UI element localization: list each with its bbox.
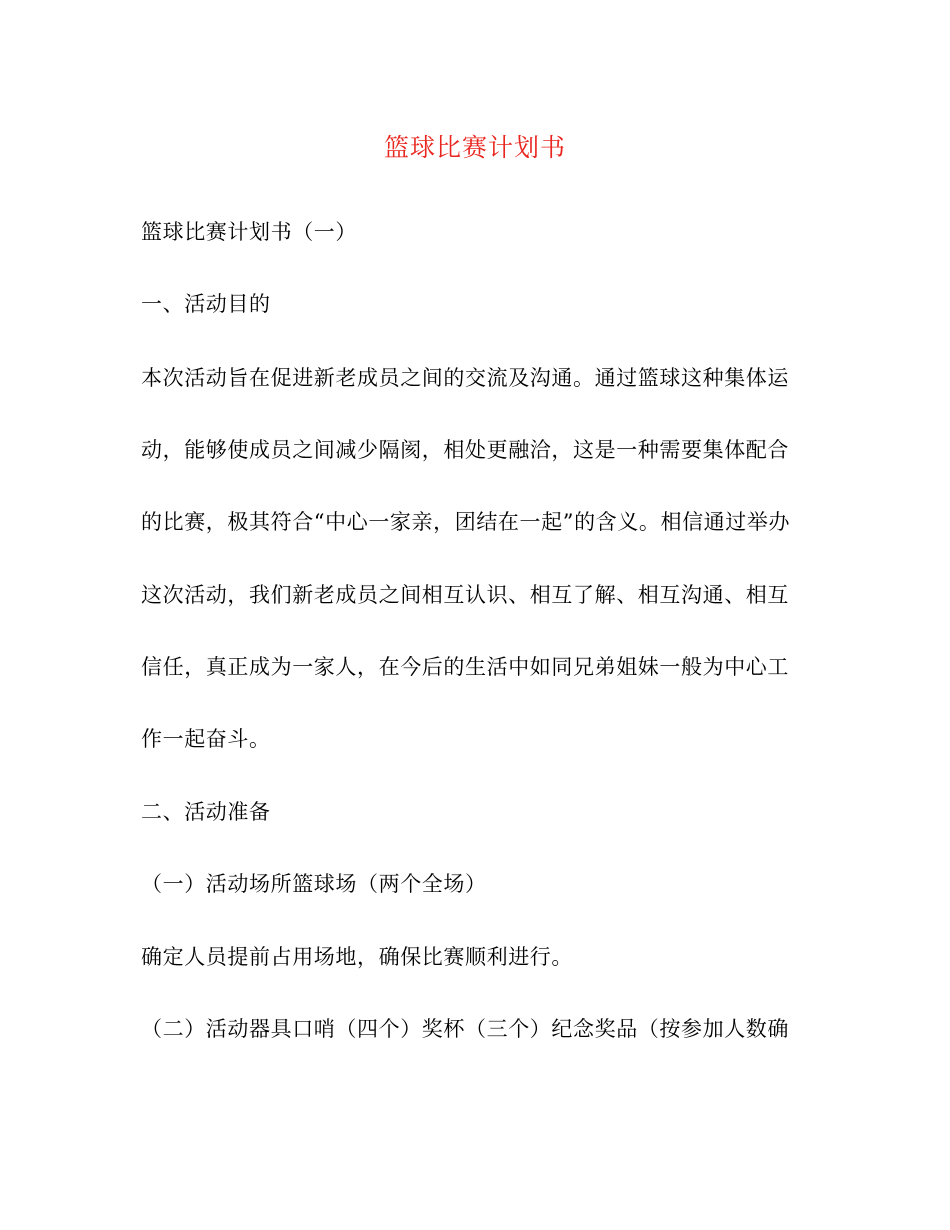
paragraph-line: 的比赛，极其符合“中心一家亲，团结在一起”的含义。相信通过举办 — [141, 510, 791, 534]
subsection-line: （一）活动场所篮球场（两个全场） — [141, 872, 487, 896]
document-title: 篮球比赛计划书 — [383, 133, 566, 162]
subtitle-line: 篮球比赛计划书（一） — [141, 220, 357, 244]
paragraph-line: 作一起奋斗。 — [141, 727, 271, 751]
paragraph-line: 这次活动，我们新老成员之间相互认识、相互了解、相互沟通、相互 — [141, 583, 789, 607]
section-heading: 一、活动目的 — [141, 292, 271, 316]
section-heading: 二、活动准备 — [141, 800, 271, 824]
paragraph-line: 确定人员提前占用场地，确保比赛顺利进行。 — [141, 945, 573, 969]
paragraph-line: 动，能够使成员之间减少隔阂，相处更融洽，这是一种需要集体配合 — [141, 438, 789, 462]
paragraph-line: 信任，真正成为一家人，在今后的生活中如同兄弟姐妹一般为中心工 — [141, 655, 789, 679]
paragraph-line: 本次活动旨在促进新老成员之间的交流及沟通。通过篮球这种集体运 — [141, 366, 789, 390]
subsection-line: （二）活动器具口哨（四个）奖杯（三个）纪念奖品（按参加人数确 — [141, 1017, 789, 1041]
